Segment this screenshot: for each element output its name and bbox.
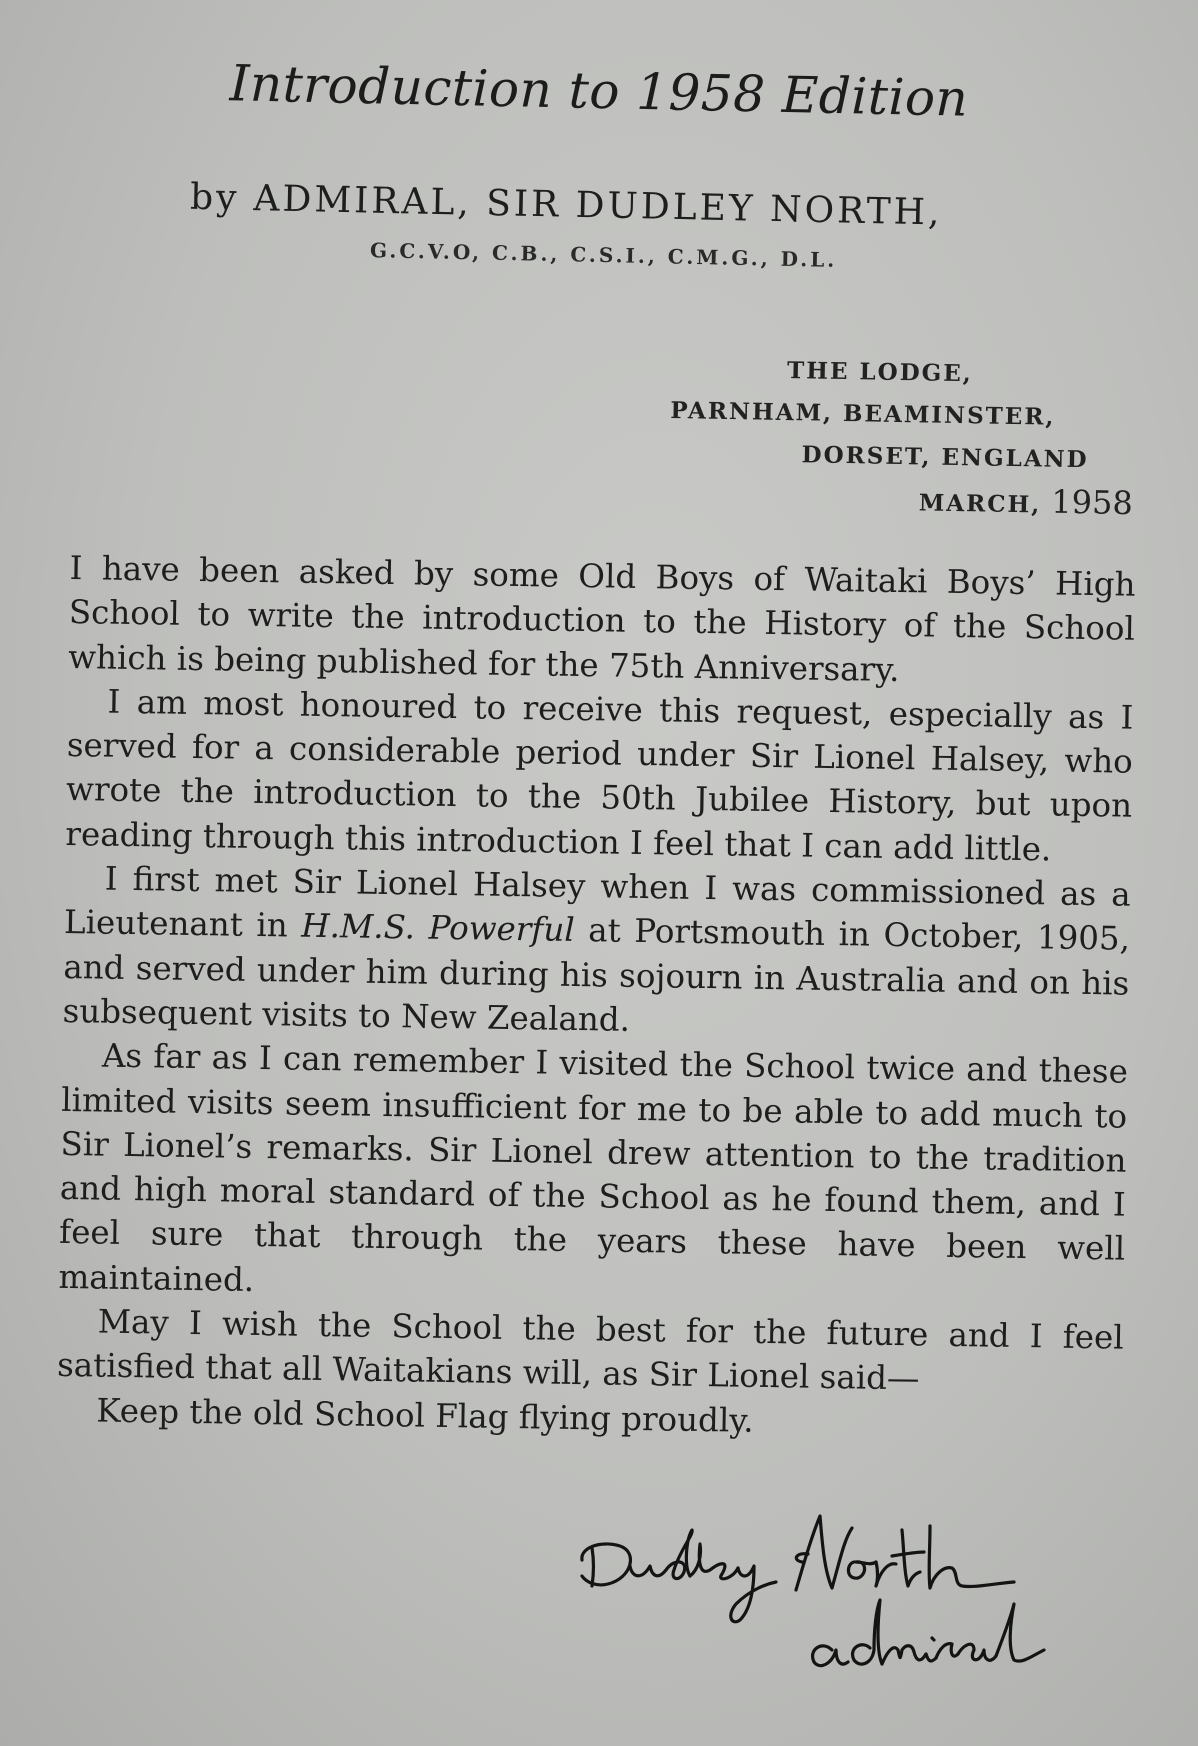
paragraph-5: May I wish the School the best for the future and I feel satisfied that all Waitakians will, as Sir Lionel said—	[56, 1302, 1124, 1398]
address-line-3: DORSET, ENGLAND	[801, 441, 1089, 474]
signature-image	[570, 1500, 1130, 1720]
address-year: 1958	[1051, 482, 1134, 523]
address-month: MARCH,	[918, 489, 1042, 519]
ship-name: H.M.S. Powerful	[301, 907, 575, 950]
paragraph-1: I have been asked by some Old Boys of Waitaki Boys’ High School to write the introduction to the History of the School which is being published for the 75th Anniversary.	[67, 548, 1136, 689]
paragraph-6: Keep the old School Flag flying proudly.	[96, 1391, 754, 1440]
address-date	[669, 474, 1134, 524]
paragraph-3-before: I first met Sir Lionel Halsey when I was commissioned as a Lieutenant in	[63, 859, 1131, 946]
signature	[570, 1500, 1130, 1720]
byline-by: by	[189, 176, 240, 219]
page-title: Introduction to 1958 Edition	[229, 54, 969, 128]
address-line-2: PARNHAM, BEAMINSTER,	[670, 396, 1056, 431]
paragraph-4: As far as I can remember I visited the School twice and these limited visits seem insufficient for me to be able to add much to Sir Lionel’s remarks. Sir Lionel drew attention to the tradition and high moral standard of the School as he found them, and I feel sure that through the years these have been well maintained.	[58, 1036, 1129, 1299]
letter-body	[56, 546, 1136, 1449]
paragraph-3-after: at Portsmouth in October, 1905, and served under him during his sojourn in Australia and on his subsequent visits to New Zealand.	[62, 911, 1131, 1039]
author-byline	[190, 177, 1071, 236]
address-block	[669, 348, 1132, 524]
author-name: ADMIRAL, SIR DUDLEY NORTH,	[253, 178, 943, 234]
paragraph-3	[62, 856, 1131, 1050]
paragraph-2: I am most honoured to receive this request, especially as I served for a considerable period under Sir Lionel Halsey, who wrote the introduction to the 50th Jubilee History, but upon reading through this introduction I feel that I can add little.	[65, 682, 1134, 869]
address-line-1: THE LODGE,	[786, 357, 974, 388]
author-honours: G.C.V.O, C.B., C.S.I., C.M.G., D.L.	[369, 238, 838, 272]
